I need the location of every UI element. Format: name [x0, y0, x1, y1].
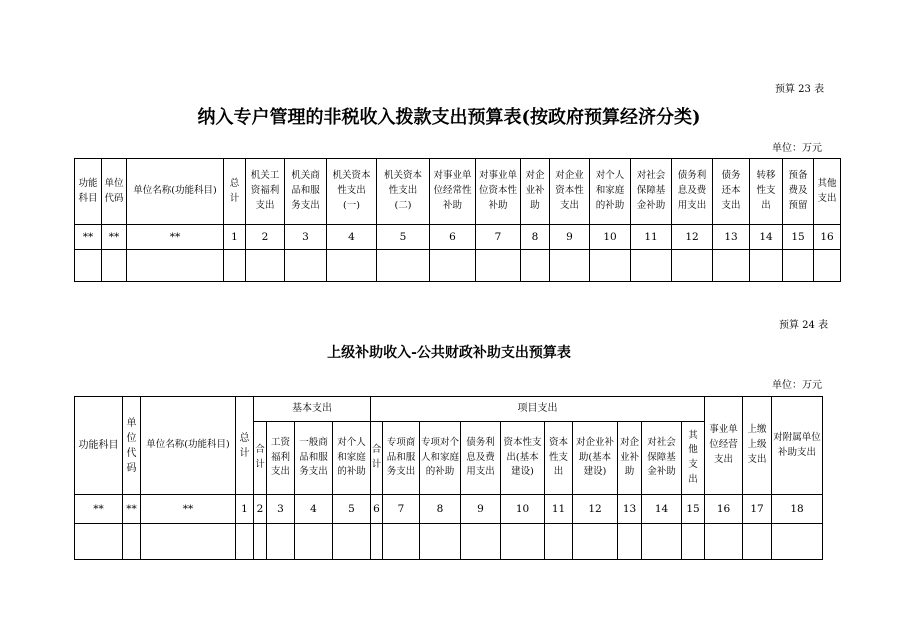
empty-cell	[772, 524, 823, 560]
budget-table-23	[74, 158, 841, 282]
header-cell: 对个人 和家庭 的补助	[590, 159, 631, 225]
empty-cell	[705, 524, 743, 560]
empty-cell	[420, 524, 461, 560]
project-col-header: 其 他 支 出	[682, 422, 705, 495]
empty-cell	[371, 524, 383, 560]
empty-cell	[246, 250, 285, 282]
empty-cell	[642, 524, 682, 560]
empty-cell	[750, 250, 783, 282]
index-cell: 13	[618, 495, 642, 524]
project-col-header: 合 计	[371, 422, 383, 495]
empty-cell	[123, 524, 141, 560]
header-cell: 机关商 品和服 务支出	[285, 159, 327, 225]
col-unit-name: 单位名称(功能科目)	[141, 397, 236, 495]
header-cell: 对社会 保障基 金补助	[631, 159, 672, 225]
group-basic-expenditure: 基本支出	[254, 397, 371, 422]
project-col-header: 对企 业补 助	[618, 422, 642, 495]
project-col-header: 专项对个 人和家庭 的补助	[420, 422, 461, 495]
table-title-24: 上级补助收入-公共财政补助支出预算表	[327, 345, 571, 361]
empty-cell	[783, 250, 814, 282]
index-cell: 1	[236, 495, 254, 524]
data-row-empty	[75, 524, 823, 560]
index-cell: 4	[327, 225, 377, 250]
empty-cell	[501, 524, 545, 560]
header-cell: 功能 科目	[75, 159, 102, 225]
header-cell: 机关资本 性支出 (一)	[327, 159, 377, 225]
empty-cell	[383, 524, 420, 560]
index-cell: 5	[377, 225, 430, 250]
basic-col-header: 对个人 和家庭 的补助	[333, 422, 371, 495]
index-cell: **	[127, 225, 224, 250]
index-cell: 15	[682, 495, 705, 524]
index-cell: 3	[267, 495, 295, 524]
empty-cell	[545, 524, 573, 560]
empty-cell	[590, 250, 631, 282]
index-cell: **	[75, 495, 123, 524]
index-cell: 3	[285, 225, 327, 250]
empty-cell	[430, 250, 476, 282]
header-cell: 转移 性支 出	[750, 159, 783, 225]
index-cell: 10	[590, 225, 631, 250]
empty-cell	[713, 250, 750, 282]
empty-cell	[476, 250, 521, 282]
group-header-row	[75, 397, 823, 422]
index-cell: 14	[750, 225, 783, 250]
empty-cell	[573, 524, 618, 560]
empty-cell	[327, 250, 377, 282]
index-cell: 2	[254, 495, 267, 524]
col-total: 总 计	[236, 397, 254, 495]
project-col-header: 债务利 息及费 用支出	[461, 422, 501, 495]
index-cell: 11	[545, 495, 573, 524]
empty-cell	[75, 250, 102, 282]
index-cell: 2	[246, 225, 285, 250]
index-cell: 7	[383, 495, 420, 524]
index-cell: 12	[573, 495, 618, 524]
index-cell: 4	[295, 495, 333, 524]
empty-cell	[236, 524, 254, 560]
header-cell: 对事业单 位经常性 补助	[430, 159, 476, 225]
header-cell: 对企业 资本性 支出	[550, 159, 590, 225]
header-cell: 预备 费及 预留	[783, 159, 814, 225]
table-number-23: 预算 23 表	[775, 84, 825, 95]
header-cell: 对事业单 位资本性 补助	[476, 159, 521, 225]
index-cell: 9	[461, 495, 501, 524]
index-cell: 8	[521, 225, 550, 250]
header-cell: 单位名称(功能科目)	[127, 159, 224, 225]
empty-cell	[254, 524, 267, 560]
header-cell: 其他 支出	[814, 159, 841, 225]
col-upper-remit: 上缴 上级 支出	[743, 397, 772, 495]
index-cell: 10	[501, 495, 545, 524]
project-col-header: 资本 性支 出	[545, 422, 573, 495]
empty-cell	[631, 250, 672, 282]
empty-cell	[521, 250, 550, 282]
empty-cell	[224, 250, 246, 282]
empty-cell	[672, 250, 713, 282]
index-cell: **	[123, 495, 141, 524]
index-cell: 18	[772, 495, 823, 524]
empty-cell	[377, 250, 430, 282]
empty-cell	[285, 250, 327, 282]
project-col-header: 对社会 保障基 金补助	[642, 422, 682, 495]
index-cell: **	[75, 225, 102, 250]
header-row	[75, 159, 841, 225]
index-cell: 6	[430, 225, 476, 250]
index-row	[75, 495, 823, 524]
project-col-header: 对企业补 助(基本 建设)	[573, 422, 618, 495]
project-col-header: 专项商 品和服 务支出	[383, 422, 420, 495]
index-cell: 13	[713, 225, 750, 250]
col-unit-code: 单 位 代 码	[123, 397, 141, 495]
empty-cell	[814, 250, 841, 282]
index-cell: 9	[550, 225, 590, 250]
table-number-24: 预算 24 表	[779, 320, 829, 331]
unit-label-24: 单位：万元	[772, 380, 822, 391]
empty-cell	[550, 250, 590, 282]
empty-cell	[743, 524, 772, 560]
group-project-expenditure: 项目支出	[371, 397, 705, 422]
empty-cell	[618, 524, 642, 560]
col-function-subject: 功能科目	[75, 397, 123, 495]
col-business-operation: 事业单 位经营 支出	[705, 397, 743, 495]
budget-table-24	[74, 396, 823, 560]
index-cell: 11	[631, 225, 672, 250]
empty-cell	[141, 524, 236, 560]
index-cell: 12	[672, 225, 713, 250]
empty-cell	[682, 524, 705, 560]
index-cell: 1	[224, 225, 246, 250]
empty-cell	[333, 524, 371, 560]
index-cell: 8	[420, 495, 461, 524]
empty-cell	[295, 524, 333, 560]
header-cell: 机关工 资福利 支出	[246, 159, 285, 225]
empty-cell	[127, 250, 224, 282]
header-cell: 总 计	[224, 159, 246, 225]
empty-cell	[102, 250, 127, 282]
empty-cell	[75, 524, 123, 560]
index-cell: **	[102, 225, 127, 250]
empty-cell	[267, 524, 295, 560]
index-cell: 16	[705, 495, 743, 524]
empty-cell	[461, 524, 501, 560]
header-cell: 债务利 息及费 用支出	[672, 159, 713, 225]
index-cell: 14	[642, 495, 682, 524]
header-cell: 机关资本 性支出 (二)	[377, 159, 430, 225]
header-cell: 对企 业补 助	[521, 159, 550, 225]
data-row-empty	[75, 250, 841, 282]
header-cell: 单位 代码	[102, 159, 127, 225]
index-cell: 15	[783, 225, 814, 250]
basic-col-header: 工资 福利 支出	[267, 422, 295, 495]
index-cell: 5	[333, 495, 371, 524]
project-col-header: 资本性支 出(基本 建设)	[501, 422, 545, 495]
index-cell: 6	[371, 495, 383, 524]
index-cell: 17	[743, 495, 772, 524]
unit-label-23: 单位：万元	[772, 143, 822, 154]
table-title-23: 纳入专户管理的非税收入拨款支出预算表(按政府预算经济分类)	[197, 107, 701, 128]
index-cell: **	[141, 495, 236, 524]
index-cell: 7	[476, 225, 521, 250]
basic-col-header: 一般商 品和服 务支出	[295, 422, 333, 495]
header-cell: 债务 还本 支出	[713, 159, 750, 225]
basic-col-header: 合 计	[254, 422, 267, 495]
index-row	[75, 225, 841, 250]
col-affiliated-subsidy: 对附属单位 补助支出	[772, 397, 823, 495]
index-cell: 16	[814, 225, 841, 250]
